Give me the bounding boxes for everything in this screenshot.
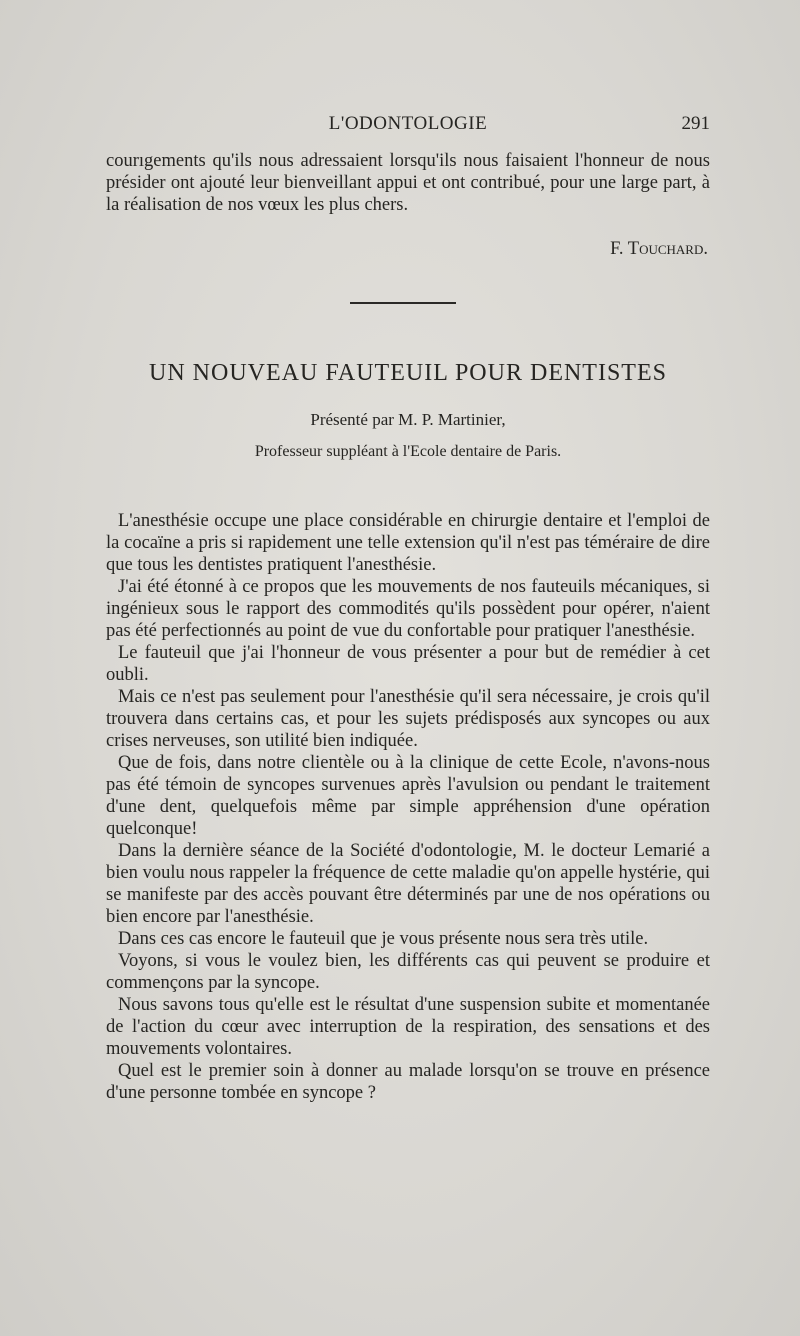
paragraph: Voyons, si vous le voulez bien, les différents cas qui peuvent se produire et commençons par la syncope. <box>106 951 710 993</box>
paragraph: Le fauteuil que j'ai l'honneur de vous présenter a pour but de remédier à cet oubli. <box>106 643 710 685</box>
article-body <box>106 510 710 1104</box>
page-number: 291 <box>681 113 710 134</box>
running-title: L'ODONTOLOGIE <box>328 113 488 134</box>
author-affiliation: Professeur suppléant à l'Ecole dentaire de Paris. <box>254 443 562 460</box>
paragraph: Quel est le premier soin à donner au malade lorsqu'on se trouve en présence d'une personne tombée en syncope ? <box>106 1061 710 1103</box>
paragraph: Dans la dernière séance de la Société d'odontologie, M. le docteur Lemarié a bien voulu nous rappeler la fréquence de cette maladie qu'on appelle hystérie, qui se manifeste par des accès pouvant être déterminés par une de nos opérations ou bien encore par l'anesthésie. <box>106 841 710 927</box>
article-title: UN NOUVEAU FAUTEUIL POUR DENTISTES <box>149 360 667 386</box>
paragraph: L'anesthésie occupe une place considérable en chirurgie dentaire et l'emploi de la cocaïne a pris si rapidement une telle extension qu'il n'est pas téméraire de dire que tous les dentistes pratiquent l'anesthésie. <box>106 511 710 575</box>
opening-paragraph: courıgements qu'ils nous adressaient lorsqu'ils nous faisaient l'honneur de nous présider ont ajouté leur bienveillant appui et ont contribué, pour une large part, à la réalisation de nos vœux les plus chers. <box>106 151 710 215</box>
paragraph: Nous savons tous qu'elle est le résultat d'une suspension subite et momentanée de l'action du cœur avec interruption de la respiration, des sensations et des mouvements volontaires. <box>106 995 710 1059</box>
section-divider <box>350 302 456 304</box>
paragraph: Dans ces cas encore le fauteuil que je vous présente nous sera très utile. <box>118 929 649 949</box>
paragraph: J'ai été étonné à ce propos que les mouvements de nos fauteuils mécaniques, si ingénieux sous le rapport des commodités qu'ils possèdent pour opérer, n'aient pas été perfectionnés au point de vue du confortable pour pratiquer l'anesthésie. <box>106 577 710 641</box>
paragraph: Mais ce n'est pas seulement pour l'anesthésie qu'il sera nécessaire, je crois qu'il trouvera dans certains cas, et pour les sujets prédisposés aux syncopes ou aux crises nerveuses, son utilité bien indiquée. <box>106 687 710 751</box>
page-header <box>106 113 710 141</box>
paragraph: Que de fois, dans notre clientèle ou à la clinique de cette Ecole, n'avons-nous pas été témoin de syncopes survenues après l'avulsion ou pendant le traitement d'une dent, quelquefois même par simple appréhension d'une opération quelconque! <box>106 753 710 839</box>
article-byline: Présenté par M. P. Martinier, <box>310 410 506 429</box>
signature: F. Touchard. <box>610 239 708 259</box>
